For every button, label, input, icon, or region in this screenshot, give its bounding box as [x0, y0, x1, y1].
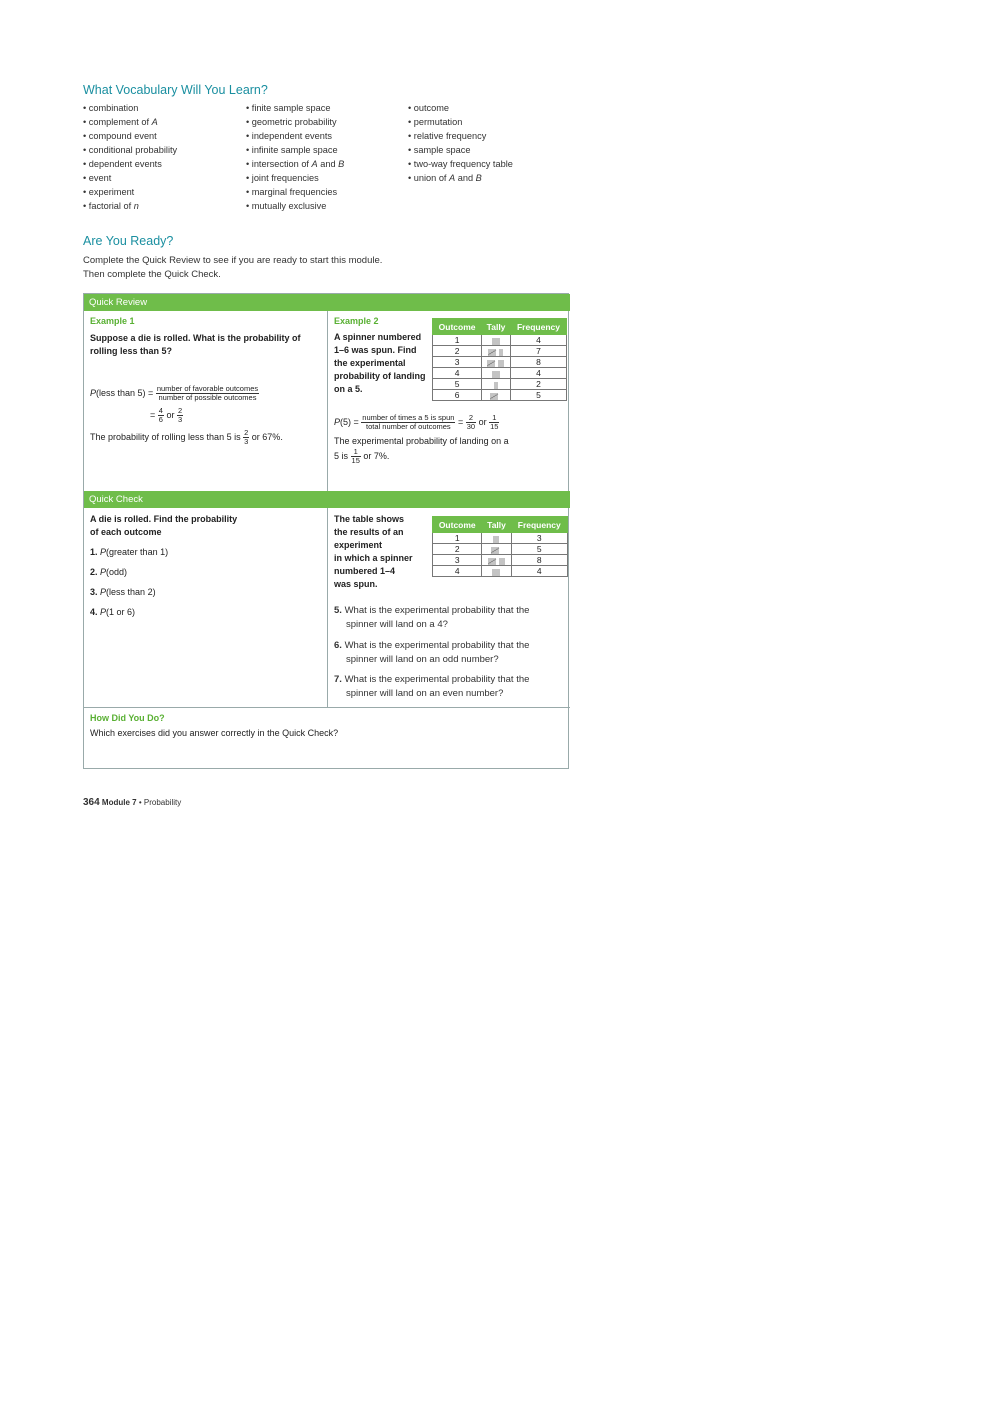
page-number: 364 [83, 797, 100, 808]
frequency-cell: 5 [511, 544, 567, 555]
item-number: 4. [90, 607, 98, 617]
check-item [90, 606, 168, 619]
tally-marks [492, 370, 501, 378]
example-2-question [334, 331, 434, 396]
item-number: 1. [90, 547, 98, 557]
table-row [433, 346, 567, 357]
outcome-cell: 6 [433, 390, 482, 401]
question-number: 7. [334, 674, 342, 685]
vocab-term: outcome [413, 103, 450, 113]
table-row [433, 368, 567, 379]
vocab-item [246, 101, 344, 115]
tally-cell [482, 533, 511, 544]
frequency-cell: 8 [510, 357, 566, 368]
tally-cell [482, 555, 511, 566]
answer-line-2 [334, 448, 509, 465]
frac-den: 3 [178, 415, 183, 424]
example-1-question [90, 332, 322, 358]
check-right-question-line: experiment [334, 540, 383, 550]
vocab-item [246, 171, 344, 185]
answer-fraction [243, 429, 249, 446]
table-row [433, 566, 568, 577]
bullet: • [408, 117, 414, 127]
example-2-frac-b [489, 414, 499, 431]
example-1-simplified [150, 407, 183, 424]
example-1-answer [90, 429, 283, 446]
vocab-item [83, 115, 177, 129]
question-text: What is the experimental probability that the [344, 605, 530, 616]
vocab-item [83, 101, 177, 115]
review-divider [327, 311, 328, 491]
vocab-item [408, 115, 513, 129]
example-2-frac-a [466, 414, 476, 431]
module-name: Module 7 [101, 798, 137, 807]
quick-review-band: Quick Review [84, 294, 570, 311]
vocab-term: combination [88, 103, 139, 113]
topic-name: Probability [143, 798, 182, 807]
vocab-term: joint frequencies [251, 173, 319, 183]
example-1-fraction [156, 385, 259, 402]
check-left-line-1: A die is rolled. Find the probability [90, 514, 238, 524]
example-1-question-line-2: rolling less than 5? [90, 346, 173, 356]
vocab-term: compound event [88, 131, 157, 141]
vocab-item [246, 115, 344, 129]
bullet: • [408, 159, 414, 169]
example-1-frac-den: number of possible outcomes [158, 393, 257, 402]
check-item [90, 566, 168, 579]
tally-marks [494, 381, 499, 389]
example-2-question-line: 1–6 was spun. Find [334, 345, 417, 355]
table-header: Frequency [510, 319, 566, 335]
separator: • [138, 798, 142, 807]
bullet: • [83, 159, 89, 169]
table-header: Tally [482, 517, 511, 533]
table-header: Tally [482, 319, 511, 335]
bullet: • [83, 187, 89, 197]
frac-num: 2 [178, 406, 183, 415]
frequency-cell: 5 [510, 390, 566, 401]
bullet: • [246, 187, 252, 197]
vocab-item [246, 185, 344, 199]
frequency-cell: 3 [511, 533, 567, 544]
table-row [433, 390, 567, 401]
bullet: • [408, 103, 414, 113]
frequency-cell: 4 [510, 335, 566, 346]
answer-line-1: The experimental probability of landing on a [334, 436, 509, 446]
tally-marks [488, 348, 504, 356]
bullet: • [246, 103, 252, 113]
question-text: What is the experimental probability that the [344, 640, 530, 651]
vocab-term: geometric probability [251, 117, 337, 127]
check-frequency-table [432, 516, 568, 577]
tally-marks [492, 337, 501, 345]
outcome-cell: 3 [433, 555, 482, 566]
item-text: P(greater than 1) [100, 547, 169, 557]
vocab-term: mutually exclusive [251, 201, 327, 211]
table-row [433, 357, 567, 368]
vocab-term: relative frequency [413, 131, 487, 141]
item-number: 3. [90, 587, 98, 597]
bullet: • [83, 103, 89, 113]
question-6 [334, 639, 529, 667]
tally-marks [493, 535, 500, 543]
how-text: Which exercises did you answer correctly in the Quick Check? [90, 728, 339, 738]
outcome-cell: 2 [433, 346, 482, 357]
or-word: or [478, 416, 487, 427]
vocab-item [408, 129, 513, 143]
vocab-item [246, 143, 344, 157]
example-1-frac-num: number of favorable outcomes [156, 384, 259, 393]
outcome-cell: 4 [433, 566, 482, 577]
table-header-row [433, 517, 568, 533]
table-row [433, 335, 567, 346]
frac-num: 1 [351, 448, 361, 457]
bullet: • [83, 173, 89, 183]
table-row [433, 544, 568, 555]
vocab-item [246, 157, 344, 171]
ready-title: Are You Ready? [83, 234, 174, 248]
answer-text: 5 is [334, 450, 349, 461]
vocab-item [83, 199, 177, 213]
vocab-column-3 [408, 101, 513, 185]
example-1-frac-b [177, 407, 183, 424]
frac-num: 2 [466, 414, 476, 423]
question-text: What is the experimental probability that the [344, 674, 530, 685]
frequency-cell: 8 [511, 555, 567, 566]
ready-intro [83, 254, 382, 282]
bullet: • [83, 201, 89, 211]
tally-marks [491, 546, 503, 554]
frequency-cell: 4 [510, 368, 566, 379]
item-text: P(less than 2) [100, 587, 156, 597]
bullet: • [246, 173, 252, 183]
review-check-box [83, 293, 569, 769]
example-2-fraction [361, 414, 455, 431]
vocab-item [83, 143, 177, 157]
or-word: or [166, 409, 175, 420]
bullet: • [83, 131, 89, 141]
vocab-term: event [88, 173, 112, 183]
vocab-term: infinite sample space [251, 145, 338, 155]
vocab-column-2 [246, 101, 344, 213]
example-2-question-line: A spinner numbered [334, 332, 422, 342]
frac-den: 6 [158, 415, 163, 424]
vocab-term: intersection of A and B [251, 159, 345, 169]
table-header-row [433, 319, 567, 335]
check-item [90, 586, 168, 599]
frac-den: 15 [351, 456, 360, 465]
question-text-2: spinner will land on an odd number? [346, 654, 499, 665]
example-2-question-line: probability of landing [334, 371, 426, 381]
vocab-item [408, 101, 513, 115]
check-right-question-line: the results of an [334, 527, 404, 537]
question-5 [334, 604, 529, 632]
bullet: • [246, 145, 252, 155]
item-text: P(1 or 6) [100, 607, 136, 617]
example-1-formula [90, 385, 259, 402]
vocab-term: two-way frequency table [413, 159, 513, 169]
eq: = [457, 416, 464, 427]
check-right-question-line: in which a spinner [334, 553, 413, 563]
bullet: • [246, 131, 252, 141]
example-1-label: Example 1 [90, 316, 135, 326]
table-header: Outcome [433, 517, 482, 533]
example-2-question-line: on a 5. [334, 384, 363, 394]
vocab-item [408, 171, 513, 185]
example-1-frac-a [158, 407, 164, 424]
table-row [433, 555, 568, 566]
answer-text-end: or 7%. [363, 450, 390, 461]
page-footer [83, 797, 181, 808]
outcome-cell: 1 [433, 335, 482, 346]
frequency-cell: 7 [510, 346, 566, 357]
tally-marks [490, 392, 502, 400]
vocab-term: union of A and B [413, 173, 482, 183]
bullet: • [83, 145, 89, 155]
quick-check-band: Quick Check [84, 491, 570, 508]
frac-den: 15 [490, 422, 499, 431]
question-number: 5. [334, 605, 342, 616]
how-label: How Did You Do? [90, 713, 165, 723]
check-left-question [90, 513, 237, 539]
ready-line-1: Complete the Quick Review to see if you are ready to start this module. [83, 255, 383, 266]
check-left-line-2: of each outcome [90, 527, 162, 537]
bullet: • [408, 145, 414, 155]
vocab-column-1 [83, 101, 177, 213]
answer-fraction [351, 448, 361, 465]
bullet: • [246, 159, 252, 169]
table-header: Outcome [433, 319, 482, 335]
example-2-label: Example 2 [334, 316, 379, 326]
tally-cell [482, 390, 511, 401]
outcome-cell: 5 [433, 379, 482, 390]
frac-den: 30 [466, 422, 476, 431]
item-text: P(odd) [100, 567, 128, 577]
answer-text: The probability of rolling less than 5 is [90, 431, 241, 442]
table-row [433, 379, 567, 390]
tally-cell [482, 544, 511, 555]
tally-cell [482, 566, 511, 577]
example-2-question-line: the experimental [334, 358, 406, 368]
bullet: • [246, 117, 252, 127]
vocab-item [408, 143, 513, 157]
example-2-answer [334, 435, 509, 465]
example-2-lhs: P(5) = [334, 416, 359, 427]
vocab-item [408, 157, 513, 171]
vocab-term: experiment [88, 187, 135, 197]
bullet: • [408, 173, 414, 183]
vocab-term: dependent events [88, 159, 162, 169]
tally-cell [482, 379, 511, 390]
vocab-item [83, 171, 177, 185]
tally-marks [487, 359, 505, 367]
table-row [433, 533, 568, 544]
table-header: Frequency [511, 517, 567, 533]
frequency-cell: 4 [511, 566, 567, 577]
tally-cell [482, 368, 511, 379]
bullet: • [83, 117, 89, 127]
question-text-2: spinner will land on a 4? [346, 619, 448, 630]
vocab-term: conditional probability [88, 145, 178, 155]
frac-num: 2 [244, 428, 249, 437]
vocab-item [246, 199, 344, 213]
bullet: • [408, 131, 414, 141]
tally-cell [482, 357, 511, 368]
frac-num: 4 [158, 406, 163, 415]
example-1-eq: = [150, 409, 156, 420]
outcome-cell: 1 [433, 533, 482, 544]
bullet: • [246, 201, 252, 211]
question-text-2: spinner will land on an even number? [346, 688, 504, 699]
check-right-question-line: numbered 1–4 [334, 566, 396, 576]
frac-num: 1 [489, 414, 499, 423]
check-items [90, 546, 168, 626]
vocab-term: independent events [251, 131, 332, 141]
check-right-question-line: was spun. [334, 579, 378, 589]
vocab-item [83, 157, 177, 171]
ready-line-2: Then complete the Quick Check. [83, 269, 221, 280]
answer-text-end: or 67%. [251, 431, 283, 442]
tally-marks [488, 557, 506, 565]
vocab-term: marginal frequencies [251, 187, 338, 197]
question-7 [334, 673, 529, 701]
question-number: 6. [334, 640, 342, 651]
vocab-item [83, 185, 177, 199]
vocab-item [83, 129, 177, 143]
check-right-question-line: The table shows [334, 514, 405, 524]
vocab-item [246, 129, 344, 143]
vocab-term: complement of A [88, 117, 158, 127]
vocab-term: permutation [413, 117, 463, 127]
tally-cell [482, 335, 511, 346]
check-divider [327, 508, 328, 707]
example-1-lhs: P(less than 5) = [90, 387, 154, 398]
how-divider [84, 707, 570, 708]
check-right-question [334, 513, 434, 591]
vocab-term: sample space [413, 145, 471, 155]
outcome-cell: 3 [433, 357, 482, 368]
frac-den: 3 [244, 437, 249, 446]
vocab-term: finite sample space [251, 103, 331, 113]
frac-num: number of times a 5 is spun [362, 413, 455, 422]
check-item [90, 546, 168, 559]
vocab-title: What Vocabulary Will You Learn? [83, 83, 268, 97]
example-2-frequency-table [432, 318, 567, 401]
example-1-question-line-1: Suppose a die is rolled. What is the probability of [90, 333, 301, 343]
tally-cell [482, 346, 511, 357]
example-2-formula [334, 414, 499, 431]
outcome-cell: 2 [433, 544, 482, 555]
vocab-term: factorial of n [88, 201, 139, 211]
frac-den: total number of outcomes [366, 422, 451, 431]
frequency-cell: 2 [510, 379, 566, 390]
outcome-cell: 4 [433, 368, 482, 379]
tally-marks [492, 568, 501, 576]
item-number: 2. [90, 567, 98, 577]
